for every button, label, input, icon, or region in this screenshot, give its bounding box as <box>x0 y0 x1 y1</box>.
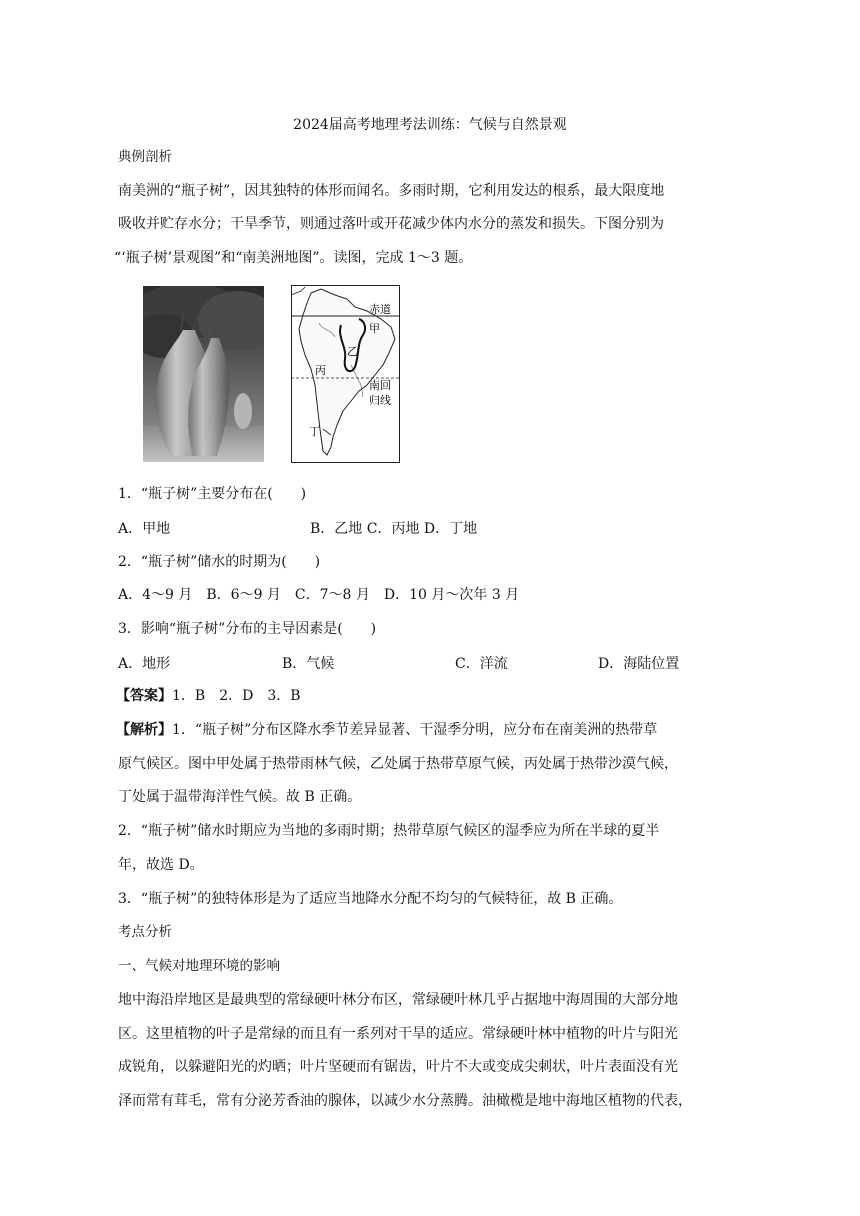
label-bing: 丙 <box>315 364 326 377</box>
body-line: 成锐角，以躲避阳光的灼晒；叶片坚硬而有锯齿，叶片不大或变成尖刺状，叶片表面没有光 <box>118 1059 678 1075</box>
question-2-options: A．4～9 月 B．6～9 月 C．7～8 月 D．10 月～次年 3 月 <box>118 587 520 603</box>
bottle-tree-photo <box>143 286 264 462</box>
tropic-label-1: 南回 <box>369 379 391 392</box>
label-yi: 乙 <box>347 345 358 358</box>
question-1-option-a: A．甲地 <box>118 521 171 537</box>
question-3-stem: 3．影响“瓶子树”分布的主导因素是( ) <box>118 621 377 637</box>
body-line: 泽而常有茸毛，常有分泌芳香油的腺体，以减少水分蒸腾。油橄榄是地中海地区植物的代表， <box>118 1093 692 1109</box>
analysis-line: 原气候区。图中甲处属于热带雨林气候，乙处属于热带草原气候，丙处属于热带沙漠气候， <box>118 756 678 772</box>
analysis-text: 1．“瓶子树”分布区降水季节差异显著、干湿季分明，应分布在南美洲的热带草 <box>172 722 658 738</box>
label-ding: 丁 <box>309 425 320 438</box>
answer-text: 1．B 2．D 3．B <box>172 688 301 704</box>
intro-line: “‘瓶子树’景观图”和“南美洲地图”。读图，完成 1～3 题。 <box>114 250 473 266</box>
equator-label: 赤道 <box>369 303 391 316</box>
body-line: 地中海沿岸地区是最典型的常绿硬叶林分布区，常绿硬叶林几乎占据地中海周围的大部分地 <box>118 992 678 1008</box>
analysis-tag: 【解析】 <box>116 722 172 738</box>
document-title: 2024届高考地理考法训练：气候与自然景观 <box>293 117 567 133</box>
question-3-option-d: D．海陆位置 <box>598 656 680 672</box>
analysis-line <box>116 720 740 740</box>
question-1-options-bcd: B．乙地 C．丙地 D．丁地 <box>310 521 478 537</box>
analysis-line: 年，故选 D。 <box>118 857 204 873</box>
intro-line: 吸收并贮存水分；干旱季节，则通过落叶或开花减少体内水分的蒸发和损失。下图分别为 <box>118 216 664 232</box>
body-line: 区。这里植物的叶子是常绿的而且有一系列对干旱的适应。常绿硬叶林中植物的叶片与阳光 <box>118 1026 678 1042</box>
question-3-option-b: B．气候 <box>282 656 335 672</box>
section-heading-example: 典例剖析 <box>118 149 172 165</box>
intro-line: 南美洲的“瓶子树”，因其独特的体形而闻名。多雨时期，它利用发达的根系，最大限度地 <box>118 183 665 199</box>
question-2-stem: 2．“瓶子树”储水的时期为( ) <box>118 554 321 570</box>
question-3-option-c: C．洋流 <box>455 656 508 672</box>
tropic-label-2: 归线 <box>369 394 391 407</box>
answer-line <box>116 686 740 706</box>
south-america-map <box>291 285 400 463</box>
label-jia: 甲 <box>369 322 380 335</box>
section-heading-analysis: 考点分析 <box>118 924 172 940</box>
heading-1: 一、气候对地理环境的影响 <box>118 958 280 974</box>
analysis-line: 丁处属于温带海洋性气候。故 B 正确。 <box>118 789 362 805</box>
answer-tag: 【答案】 <box>116 688 172 704</box>
question-3-option-a: A．地形 <box>118 656 171 672</box>
analysis-line: 3．“瓶子树”的独特体形是为了适应当地降水分配不均匀的气候特征，故 B 正确。 <box>118 891 623 907</box>
analysis-line: 2．“瓶子树”储水时期应为当地的多雨时期；热带草原气候区的湿季应为所在半球的夏半 <box>118 823 660 839</box>
question-1-stem: 1．“瓶子树”主要分布在( ) <box>118 486 307 502</box>
